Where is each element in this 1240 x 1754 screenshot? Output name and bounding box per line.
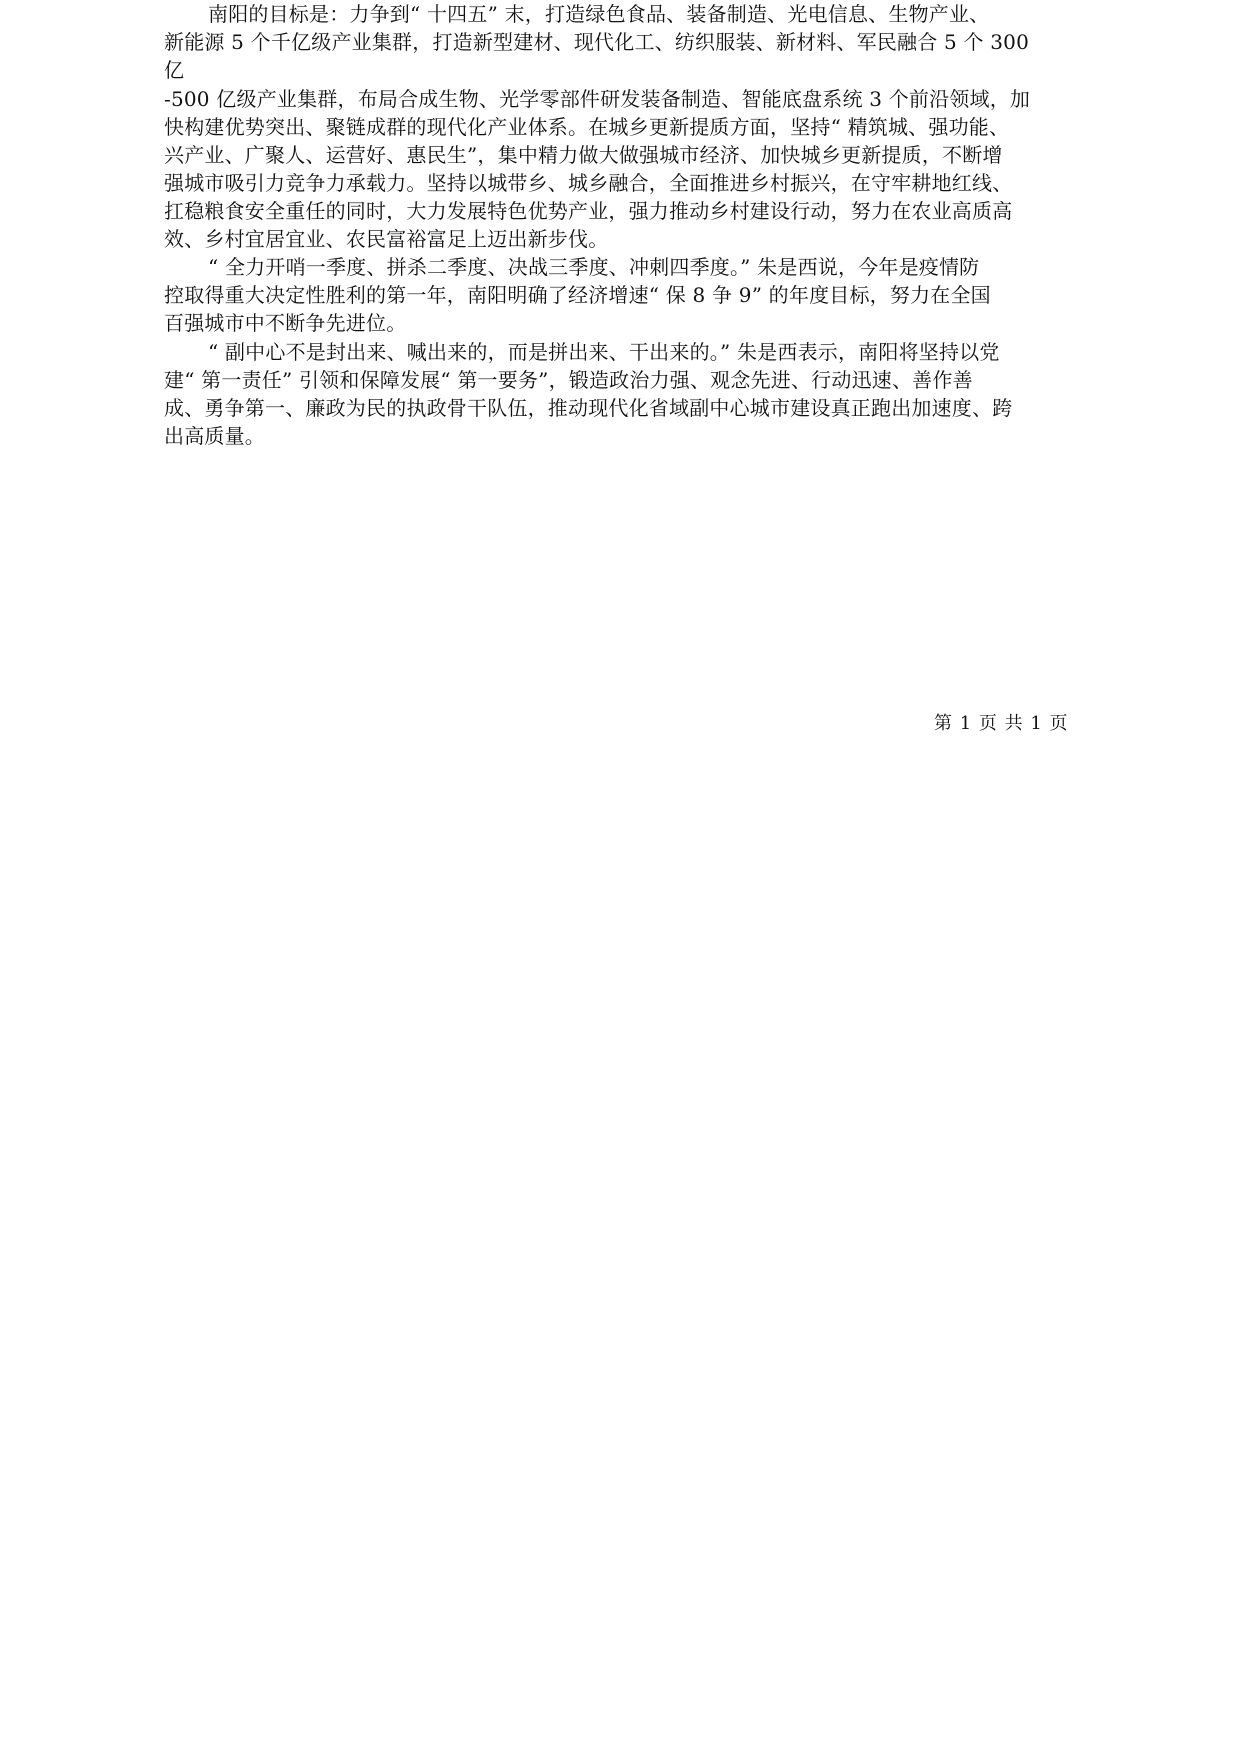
paragraph-1-line-7: 强城市吸引力竞争力承载力。坚持以城带乡、城乡融合，全面推进乡村振兴，在守牢耕地红线、 <box>164 171 1013 195</box>
paragraph-1-line-6: 兴产业、广聚人、运营好、惠民生”，集中精力做大做强城市经济、加快城乡更新提质，不断增 <box>164 143 1003 167</box>
paragraph-3-line-1: “ 副中心不是封出来、喊出来的，而是拼出来、干出来的。” 朱是西表示，南阳将坚持以党 <box>208 340 1000 364</box>
page-number-footer: 第 1 页 共 1 页 <box>934 713 1069 734</box>
paragraph-1-line-8: 扛稳粮食安全重任的同时，大力发展特色优势产业，强力推动乡村建设行动，努力在农业高质高 <box>164 199 1013 223</box>
paragraph-2-line-1: “ 全力开哨一季度、拼杀二季度、决战三季度、冲刺四季度。” 朱是西说，今年是疫情防 <box>208 255 980 279</box>
paragraph-2-line-2: 控取得重大决定性胜利的第一年，南阳明确了经济增速“ 保 8 争 9” 的年度目标，努力在全国 <box>164 283 991 307</box>
paragraph-1-line-2: 新能源 5 个千亿级产业集群，打造新型建材、现代化工、纺织服装、新材料、军民融合 5 个 300 <box>164 30 1030 54</box>
paragraph-1-line-5: 快构建优势突出、聚链成群的现代化产业体系。在城乡更新提质方面，坚持“ 精筑城、强功能、 <box>164 115 1010 139</box>
paragraph-1-line-4: -500 亿级产业集群，布局合成生物、光学零部件研发装备制造、智能底盘系统 3 个前沿领域，加 <box>164 87 1031 111</box>
paragraph-3-line-3: 成、勇争第一、廉政为民的执政骨干队伍，推动现代化省域副中心城市建设真正跑出加速度、跨 <box>164 396 1013 420</box>
paragraph-3-line-4: 出高质量。 <box>164 424 265 448</box>
paragraph-1-line-9: 效、乡村宜居宜业、农民富裕富足上迈出新步伐。 <box>164 227 609 251</box>
paragraph-1-line-1: 南阳的目标是：力争到“ 十四五” 末，打造绿色食品、装备制造、光电信息、生物产业、 <box>208 2 990 26</box>
paragraph-3-line-2: 建“ 第一责任” 引领和保障发展“ 第一要务”，锻造政治力强、观念先进、行动迅速、善作善 <box>164 368 973 392</box>
paragraph-2-line-3: 百强城市中不断争先进位。 <box>164 311 407 335</box>
paragraph-1-line-3: 亿 <box>164 58 185 82</box>
